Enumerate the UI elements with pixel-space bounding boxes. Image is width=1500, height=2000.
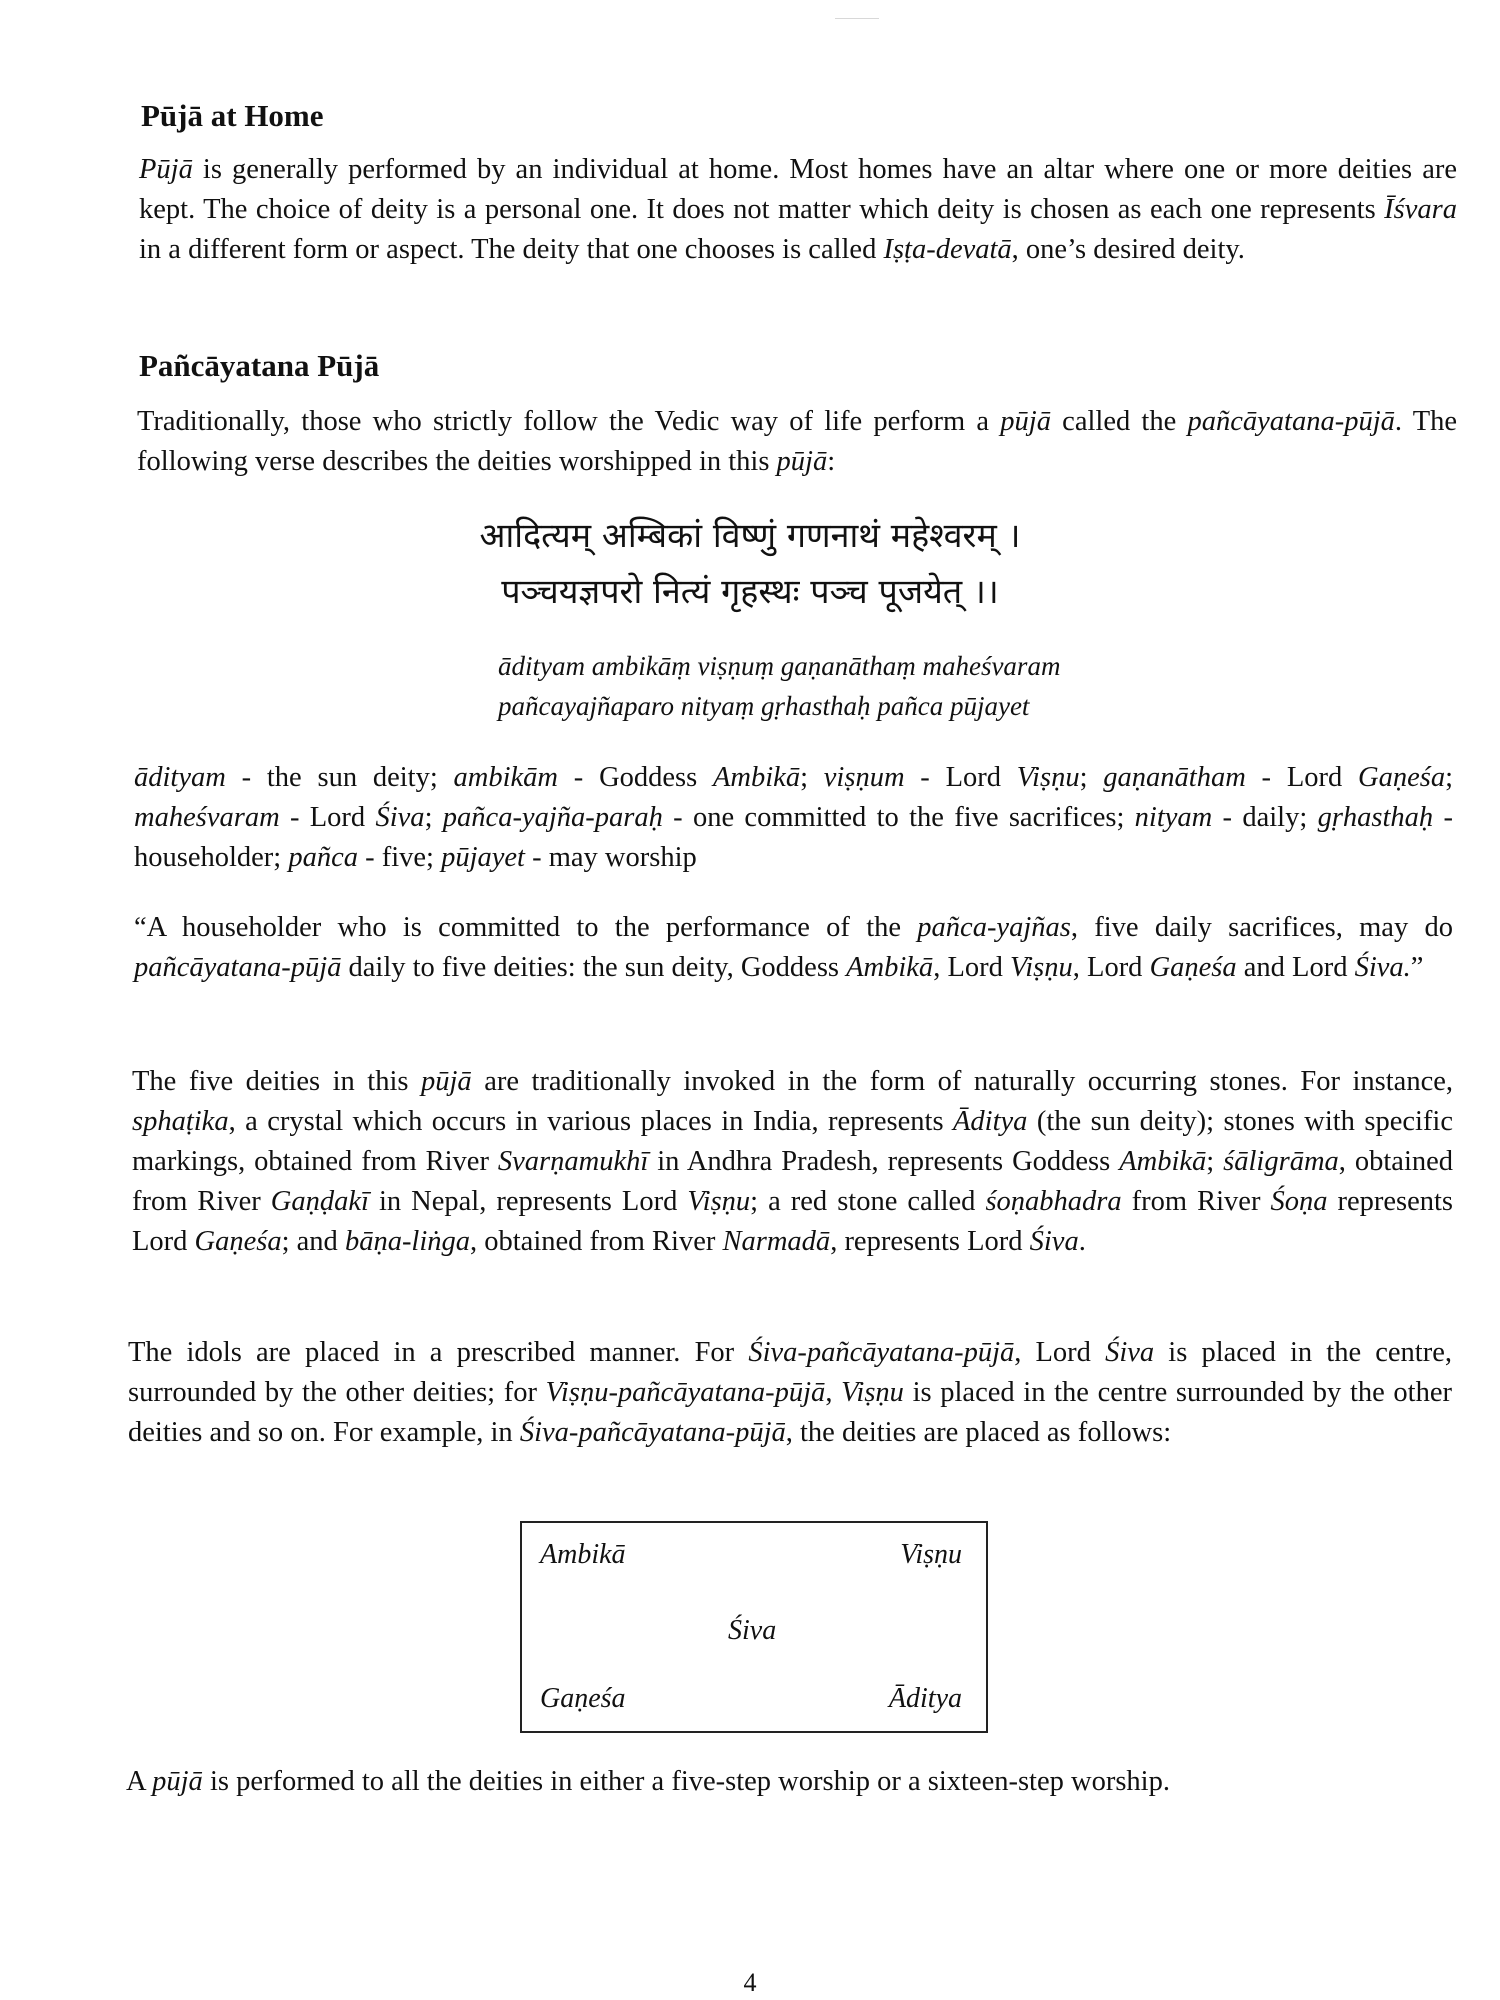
heading-pancayatana-puja: Pañcāyatana Pūjā xyxy=(139,348,380,383)
page-number: 4 xyxy=(743,1968,757,1997)
paragraph-placement: The idols are placed in a prescribed manner. For Śiva-pañcāyatana-pūjā, Lord Śiva is placed in the centre, surrounded by the other deities; for Viṣṇu-pañcāyatana-pūjā, Viṣṇu is placed in the centre surrounded by the other deities and so on. For example, in Śiva-pañcāyatana-pūjā, the deities are placed as follows: xyxy=(128,1337,1452,1448)
paragraph-glossary: ādityam - the sun deity; ambikām - Goddess Ambikā; viṣṇum - Lord Viṣṇu; gaṇanātham - Lord Gaṇeśa; maheśvaram - Lord Śiva; pañca-yajña-paraḥ - one committed to the five sacrifices; nityam - daily; gṛhasthaḥ - householder; pañca - five; pūjayet - may worship xyxy=(134,762,1454,873)
paragraph-intro: Traditionally, those who strictly follow the Vedic way of life perform a pūjā called the pañcāyatana-pūjā. The following verse describes the deities worshipped in this pūjā: xyxy=(137,406,1458,477)
diagram-top-right-label: Viṣṇu xyxy=(900,1539,962,1570)
deity-placement-diagram xyxy=(520,1521,988,1733)
diagram-bottom-right-label: Āditya xyxy=(888,1683,962,1714)
verse-line-2: पञ्चयज्ञपरो नित्यं गृहस्थः पञ्च पूजयेत् ।। xyxy=(501,572,999,612)
verse-line-1: आदित्यम् अम्बिकां विष्णुं गणनाथं महेश्वरम् । xyxy=(479,516,1021,556)
translit-line-1: ādityam ambikāṃ viṣṇuṃ gaṇanāthaṃ maheśvaram xyxy=(498,651,1061,681)
paragraph-puja-at-home: Pūjā is generally performed by an individual at home. Most homes have an altar where one or more deities are kept. The choice of deity is a personal one. It does not matter which deity is chosen as each one represents Īśvara in a different form or aspect. The deity that one chooses is called Iṣṭa-devatā, one’s desired deity. xyxy=(139,154,1457,265)
verse-devanagari xyxy=(0,508,1500,620)
translit-line-2: pañcayajñaparo nityaṃ gṛhasthaḥ pañca pūjayet xyxy=(498,691,1030,721)
diagram-top-left-label: Ambikā xyxy=(540,1539,626,1570)
paragraph-quote: “A householder who is committed to the performance of the pañca-yajñas, five daily sacrifices, may do pañcāyatana-pūjā daily to five deities: the sun deity, Goddess Ambikā, Lord Viṣṇu, Lord Gaṇeśa and Lord Śiva.” xyxy=(134,912,1453,983)
paragraph-closing: A pūjā is performed to all the deities in either a five-step worship or a sixteen-step worship. xyxy=(126,1766,1170,1797)
diagram-bottom-left-label: Gaṇeśa xyxy=(540,1683,626,1714)
scan-mark xyxy=(835,18,879,19)
verse-transliteration xyxy=(498,646,1060,726)
heading-puja-at-home: Pūjā at Home xyxy=(141,98,324,133)
paragraph-stones: The five deities in this pūjā are traditionally invoked in the form of naturally occurring stones. For instance, sphaṭika, a crystal which occurs in various places in India, represents Āditya (the sun deity); stones with specific markings, obtained from River Svarṇamukhī in Andhra Pradesh, represents Goddess Ambikā; śāligrāma, obtained from River Gaṇḍakī in Nepal, represents Lord Viṣṇu; a red stone called śoṇabhadra from River Śoṇa represents Lord Gaṇeśa; and bāṇa-liṅga, obtained from River Narmadā, represents Lord Śiva. xyxy=(132,1066,1454,1257)
diagram-center-label: Śiva xyxy=(728,1615,777,1646)
